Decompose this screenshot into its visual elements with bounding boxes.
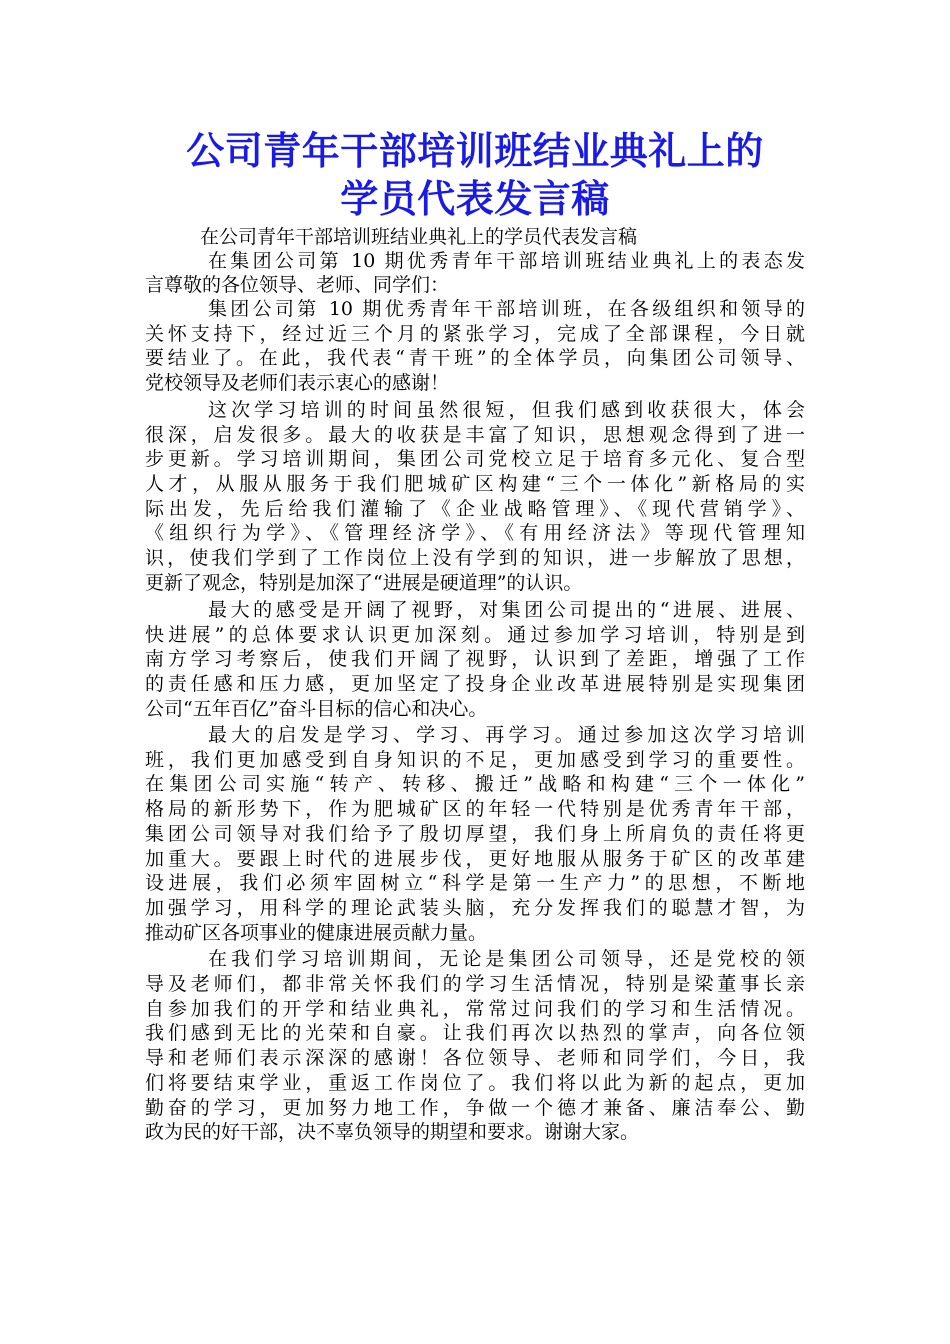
paragraph-line: 推动矿区各项事业的健康进展贡献力量。 [145, 922, 488, 944]
paragraph-line: 际出发，先后给我们灌输了《企业战略管理》、《现代营销学》、 [145, 498, 805, 520]
paragraph-line: 加重大。要跟上时代的进展步伐，更好地服从服务于矿区的改革建 [145, 848, 805, 870]
paragraph-line: 步更新。学习培训期间，集团公司党校立足于培育多元化、复合型 [145, 448, 805, 470]
paragraph-line: 在我们学习培训期间，无论是集团公司领导，还是党校的领 [208, 948, 805, 970]
paragraph-line: 集团公司第 10 期优秀青年干部培训班，在各级组织和领导的 [208, 298, 805, 320]
paragraph-line: 快进展”的总体要求认识更加深刻。通过参加学习培训，特别是到 [145, 624, 805, 646]
paragraph-line: 最大的启发是学习、学习、再学习。通过参加这次学习培训 [208, 724, 805, 746]
paragraph-line: 政为民的好干部，决不辜负领导的期望和要求。谢谢大家。 [145, 1121, 640, 1143]
paragraph-line: 党校领导及老师们表示衷心的感谢！ [145, 372, 450, 394]
document-subtitle: 在公司青年干部培训班结业典礼上的学员代表发言稿 [200, 226, 638, 248]
paragraph-line: 要结业了。在此，我代表“青干班”的全体学员，向集团公司领导、 [145, 347, 805, 369]
paragraph-line: 的责任感和压力感，更加坚定了投身企业改革进展特别是实现集团 [145, 673, 805, 695]
paragraph-line: 在集团公司实施“转产、转移、搬迁”战略和构建“三个一体化” [145, 773, 805, 795]
paragraph-line: 班，我们更加感受到自身知识的不足，更加感受到学习的重要性。 [145, 749, 805, 771]
paragraph-line: 格局的新形势下，作为肥城矿区的年轻一代特别是优秀青年干部， [145, 798, 805, 820]
paragraph-line: 导和老师们表示深深的感谢！各位领导、老师和同学们，今日，我 [145, 1047, 805, 1069]
document-title-line-2: 学员代表发言稿 [340, 177, 610, 221]
paragraph-line: 识，使我们学到了工作岗位上没有学到的知识，进一步解放了思想， [145, 547, 805, 569]
paragraph-line: 集团公司领导对我们给予了殷切厚望，我们身上所肩负的责任将更 [145, 823, 805, 845]
paragraph-line: 在集团公司第 10 期优秀青年干部培训班结业典礼上的表态发 [208, 250, 805, 272]
paragraph-line: 人才，从服从服务于我们肥城矿区构建“三个一体化”新格局的实 [145, 473, 805, 495]
paragraph-line: 勤奋的学习，更加努力地工作，争做一个德才兼备、廉洁奉公、勤 [145, 1097, 805, 1119]
paragraph-line: 很深，启发很多。最大的收获是丰富了知识，思想观念得到了进一 [145, 424, 805, 446]
paragraph-line: 更新了观念，特别是加深了“进展是硬道理”的认识。 [145, 572, 583, 594]
paragraph-line: 们将要结束学业，重返工作岗位了。我们将以此为新的起点，更加 [145, 1072, 805, 1094]
paragraph-line: 这次学习培训的时间虽然很短，但我们感到收获很大，体会 [208, 399, 805, 421]
paragraph-line: 关怀支持下，经过近三个月的紧张学习，完成了全部课程，今日就 [145, 323, 805, 345]
paragraph-line: 言尊敬的各位领导、老师、同学们： [145, 274, 450, 296]
paragraph-line: 设进展，我们必须牢固树立“科学是第一生产力”的思想，不断地 [145, 872, 805, 894]
paragraph-line: 导及老师们，都非常关怀我们的学习生活情况，特别是梁董事长亲 [145, 973, 805, 995]
paragraph-line: 自参加我们的开学和结业典礼，常常过问我们的学习和生活情况。 [145, 998, 805, 1020]
paragraph-line: 最大的感受是开阔了视野，对集团公司提出的“进展、进展、 [208, 599, 805, 621]
paragraph-line: 南方学习考察后，使我们开阔了视野，认识到了差距，增强了工作 [145, 648, 805, 670]
paragraph-line: 公司“五年百亿”奋斗目标的信心和决心。 [145, 698, 488, 720]
paragraph-line: 《组织行为学》、《管理经济学》、《有用经济法》等现代管理知 [145, 522, 805, 544]
document-title-line-1: 公司青年干部培训班结业典礼上的 [186, 129, 764, 173]
paragraph-line: 我们感到无比的光荣和自豪。让我们再次以热烈的掌声，向各位领 [145, 1022, 805, 1044]
paragraph-line: 加强学习，用科学的理论武装头脑，充分发挥我们的聪慧才智，为 [145, 897, 805, 919]
